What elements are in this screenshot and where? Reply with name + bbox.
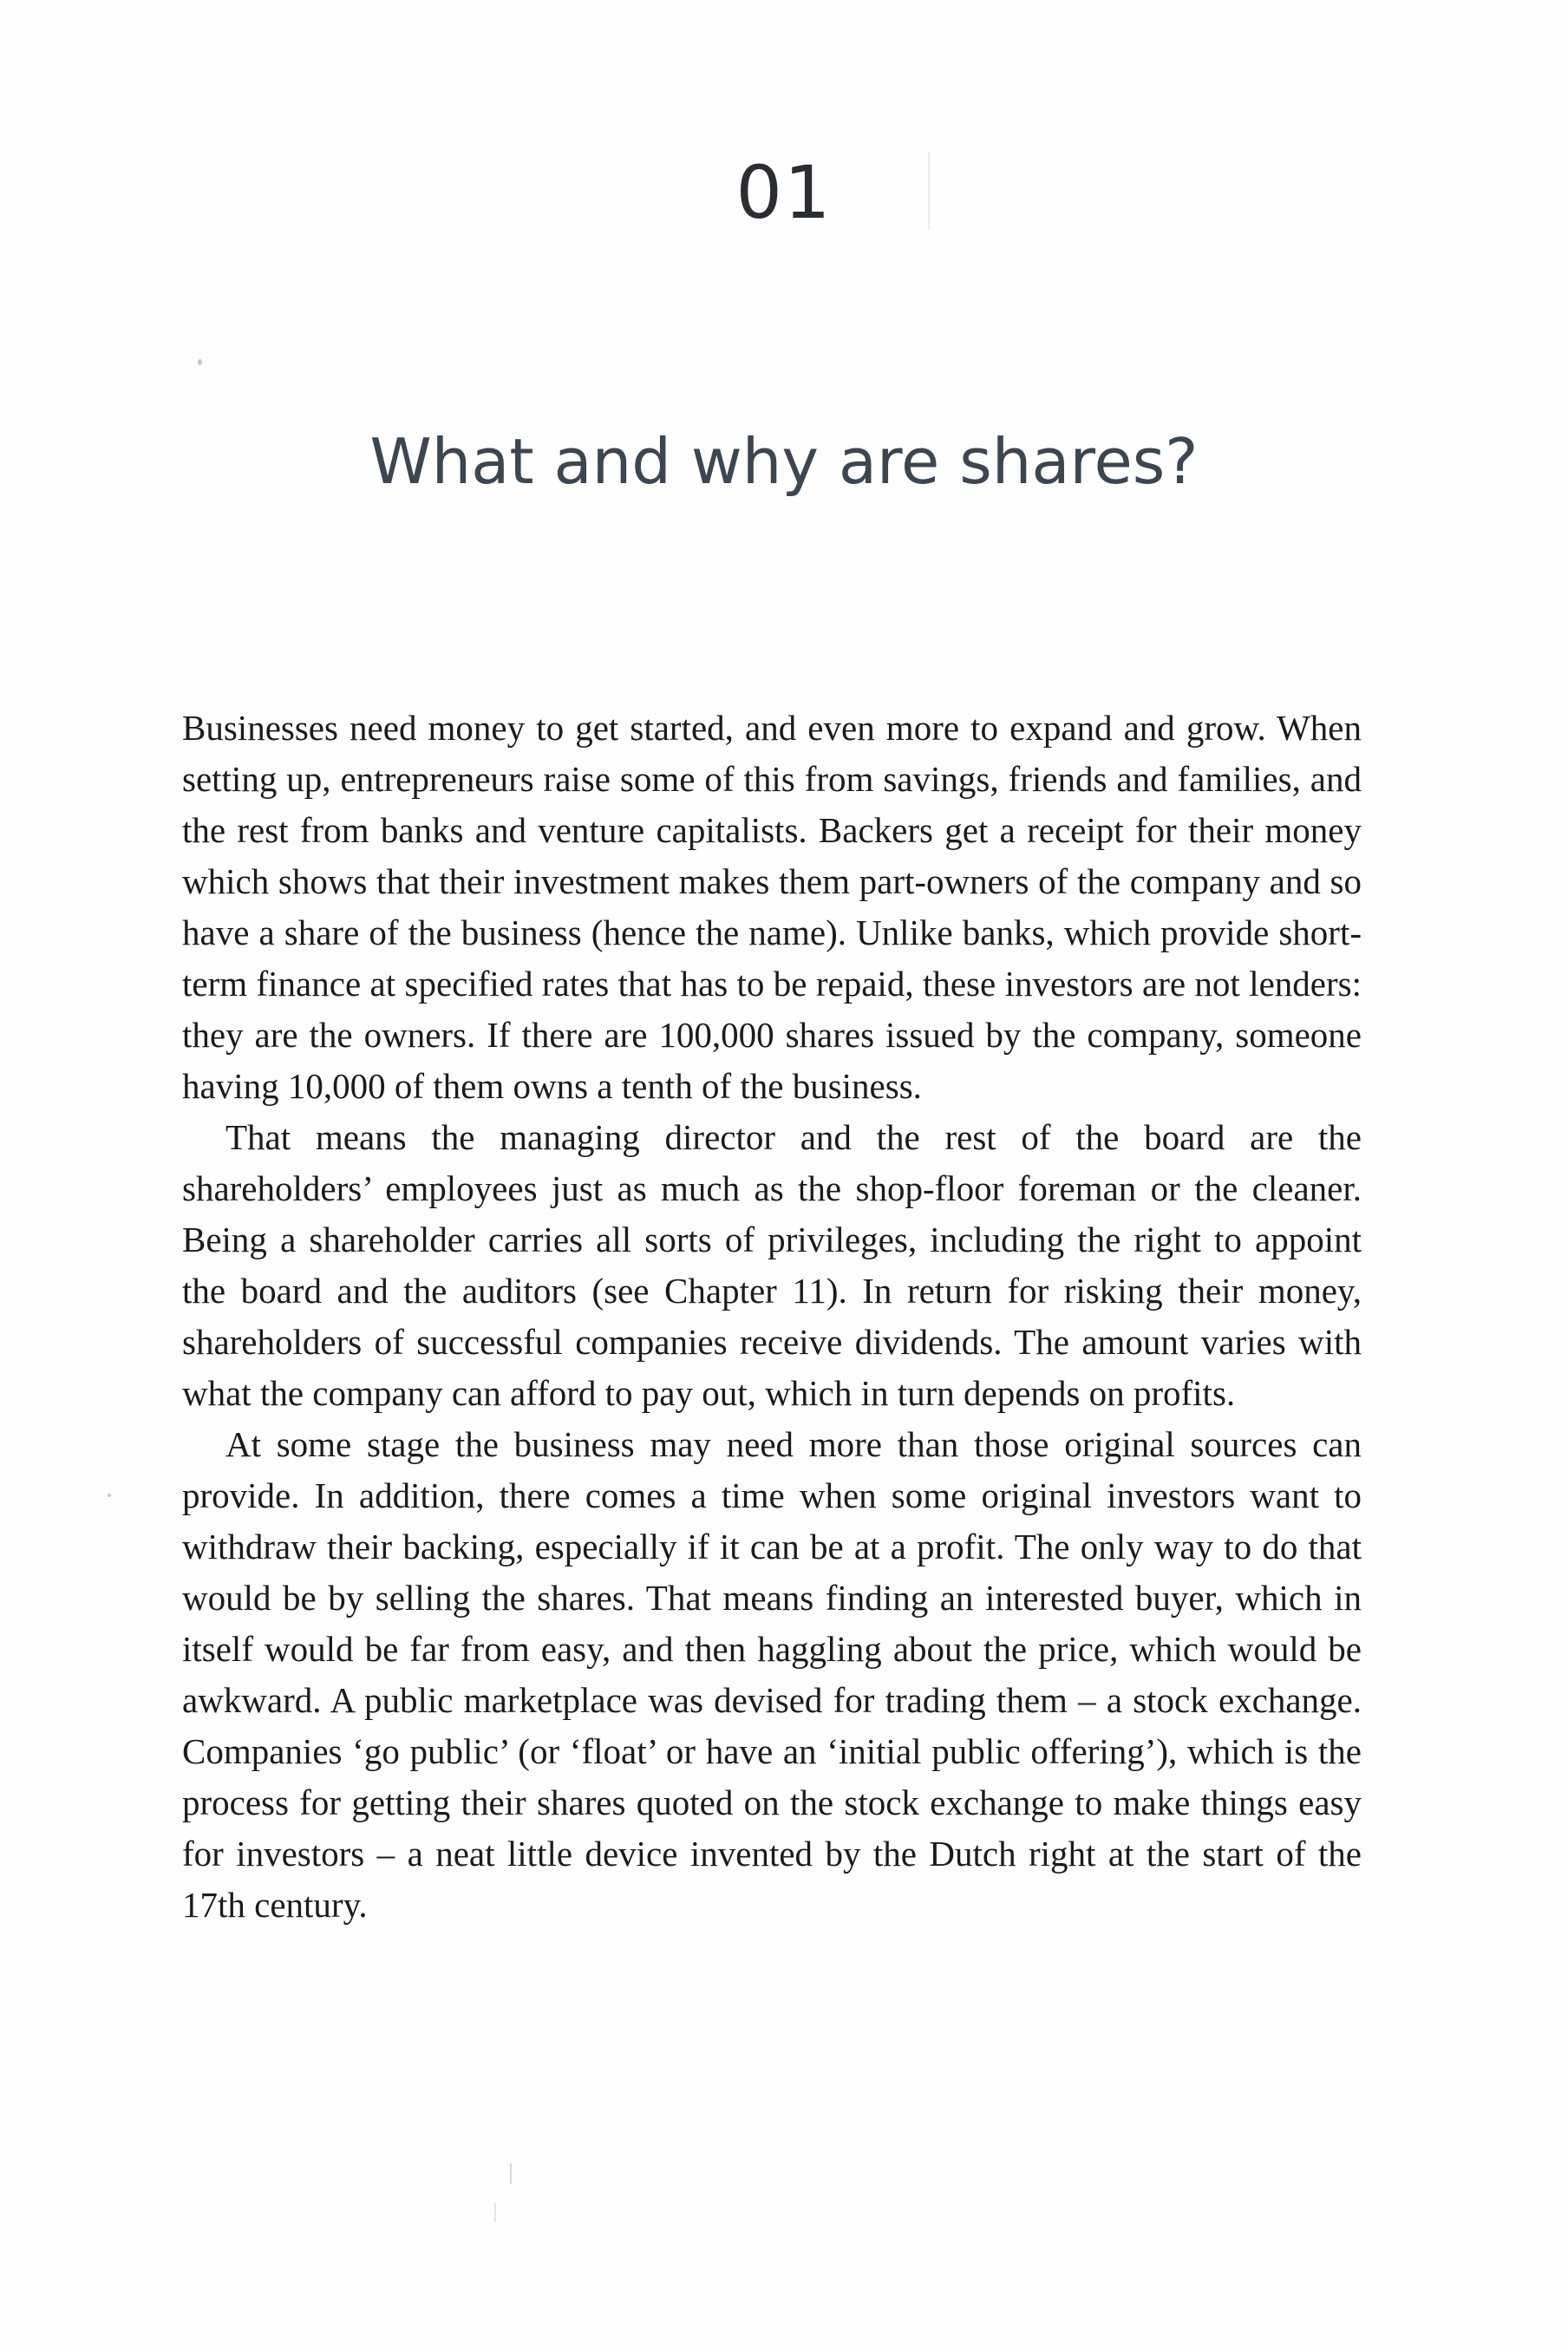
chapter-body bbox=[182, 703, 1362, 1931]
chapter-number: 01 bbox=[735, 150, 833, 235]
scan-speck bbox=[198, 359, 202, 365]
paragraph-2: That means the managing director and the rest of the board are the shareholders’ employees just as much as the shop-floor foreman or the cleaner. Being a shareholder carries all sorts of privileges, including the right to appoint the board and the auditors (see Chapter 11). In return for risking their money, shareholders of successful companies receive dividends. The amount varies with what the company can afford to pay out, which in turn depends on profits. bbox=[182, 1117, 1362, 1413]
chapter-title: What and why are shares? bbox=[369, 425, 1199, 498]
paragraph-3: At some stage the business may need more than those original sources can provide. In addition, there comes a time when some original investors want to withdraw their backing, especially if it can be at a profit. The only way to do that would be by selling the shares. That means finding an interested buyer, which in itself would be far from easy, and then haggling about the price, which would be awkward. A public marketplace was devised for trading them – a stock exchange. Companies ‘go public’ (or ‘float’ or have an ‘initial public offering’), which is the process for getting their shares quoted on the stock exchange to make things easy for investors – a neat little device invented by the Dutch right at the start of the 17th century. bbox=[182, 1424, 1362, 1925]
scan-line bbox=[510, 2163, 512, 2184]
scan-line bbox=[494, 2203, 496, 2222]
scan-speck bbox=[108, 1494, 111, 1497]
paragraph-1: Businesses need money to get started, and even more to expand and grow. When setting up, entrepreneurs raise some of this from savings, friends and families, and the rest from banks and venture capitalists. Backers get a receipt for their money which shows that their investment makes them part-owners of the company and so have a share of the business (hence the name). Unlike banks, which provide short-term finance at specified rates that has to be repaid, these investors are not lenders: they are the owners. If there are 100,000 shares issued by the company, someone having 10,000 of them owns a tenth of the business. bbox=[182, 708, 1362, 1106]
scan-line bbox=[928, 152, 930, 230]
